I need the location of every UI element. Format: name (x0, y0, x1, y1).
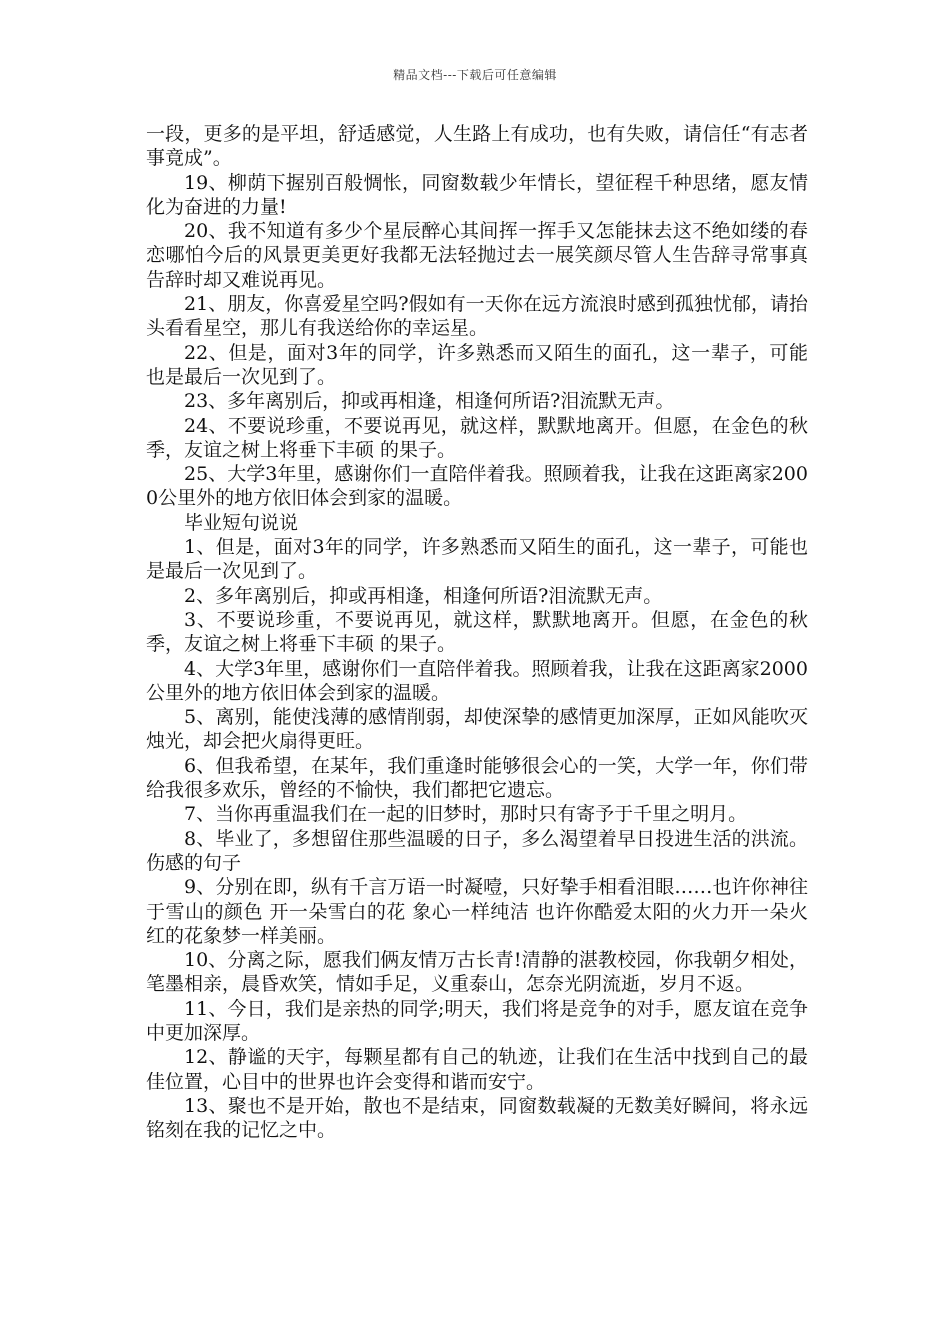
paragraph: 24、不要说珍重，不要说再见，就这样，默默地离开。但愿，在金色的秋季，友谊之树上将垂下丰硕 的果子。 (146, 414, 808, 461)
paragraph: 6、但我希望，在某年，我们重逢时能够很会心的一笑，大学一年，你们带给我很多欢乐，曾经的不愉快，我们都把它遗忘。 (146, 754, 808, 802)
paragraph: 8、毕业了，多想留住那些温暖的日子，多么渴望着早日投进生活的洪流。伤感的句子 (146, 827, 808, 874)
paragraph: 9、分别在即，纵有千言万语一时凝噎，只好挚手相看泪眼……也许你神往于雪山的颜色 开一朵雪白的花 象心一样纯洁 也许你酷爱太阳的火力开一朵火红的花象梦一样美丽。 (146, 876, 808, 947)
paragraph: 13、聚也不是开始，散也不是结束，同窗数载凝的无数美好瞬间，将永远铭刻在我的记忆之中。 (146, 1094, 808, 1142)
paragraph: 20、我不知道有多少个星辰醉心其间挥一挥手又怎能抹去这不绝如缕的春恋哪怕今后的风景更美更好我都无法轻抛过去一展笑颜尽管人生告辞寻常事真告辞时却又难说再见。 (146, 220, 808, 291)
paragraph: 7、当你再重温我们在一起的旧梦时，那时只有寄予于千里之明月。 (184, 803, 748, 826)
paragraph: 4、大学3年里，感谢你们一直陪伴着我。照顾着我，让我在这距离家2000公里外的地方依旧体会到家的温暖。 (146, 657, 808, 704)
paragraph: 21、朋友，你喜爱星空吗?假如有一天你在远方流浪时感到孤独忧郁，请抬头看看星空，那儿有我送给你的幸运星。 (146, 293, 808, 340)
paragraph: 23、多年离别后，抑或再相逢，相逢何所语?泪流默无声。 (184, 390, 675, 413)
document-body (146, 122, 808, 1142)
paragraph: 12、静谧的天宇，每颗星都有自己的轨迹，让我们在生活中找到自己的最佳位置，心目中的世界也许会变得和谐而安宁。 (146, 1046, 808, 1093)
section-heading: 毕业短句说说 (184, 511, 299, 534)
paragraph: 22、但是，面对3年的同学，许多熟悉而又陌生的面孔，这一辈子，可能也是最后一次见到了。 (146, 341, 808, 388)
page-header: 精品文档---下载后可任意编辑 (393, 68, 557, 82)
paragraph: 25、大学3年里，感谢你们一直陪伴着我。照顾着我，让我在这距离家2000公里外的地方依旧体会到家的温暖。 (146, 463, 808, 510)
paragraph: 3、不要说珍重，不要说再见，就这样，默默地离开。但愿，在金色的秋季，友谊之树上将垂下丰硕 的果子。 (146, 608, 808, 656)
paragraph: 1、但是，面对3年的同学，许多熟悉而又陌生的面孔，这一辈子，可能也是最后一次见到了。 (146, 536, 808, 583)
paragraph: 19、柳荫下握别百般惆怅，同窗数载少年情长，望征程千种思绪，愿友情化为奋进的力量! (146, 171, 808, 218)
paragraph: 2、多年离别后，抑或再相逢，相逢何所语?泪流默无声。 (184, 584, 663, 607)
paragraph: 5、离别，能使浅薄的感情削弱，却使深挚的感情更加深厚，正如风能吹灭烛光，却会把火扇得更旺。 (146, 706, 808, 753)
paragraph: 11、今日，我们是亲热的同学;明天，我们将是竞争的对手，愿友谊在竞争中更加深厚。 (146, 997, 808, 1044)
paragraph: 一段，更多的是平坦，舒适感觉，人生路上有成功，也有失败，请信任“有志者事竟成”。 (146, 123, 808, 170)
paragraph: 10、分离之际，愿我们俩友情万古长青!清静的湛教校园，你我朝夕相处，笔墨相亲，晨昏欢笑，情如手足，义重泰山，怎奈光阴流逝，岁月不返。 (146, 949, 808, 996)
